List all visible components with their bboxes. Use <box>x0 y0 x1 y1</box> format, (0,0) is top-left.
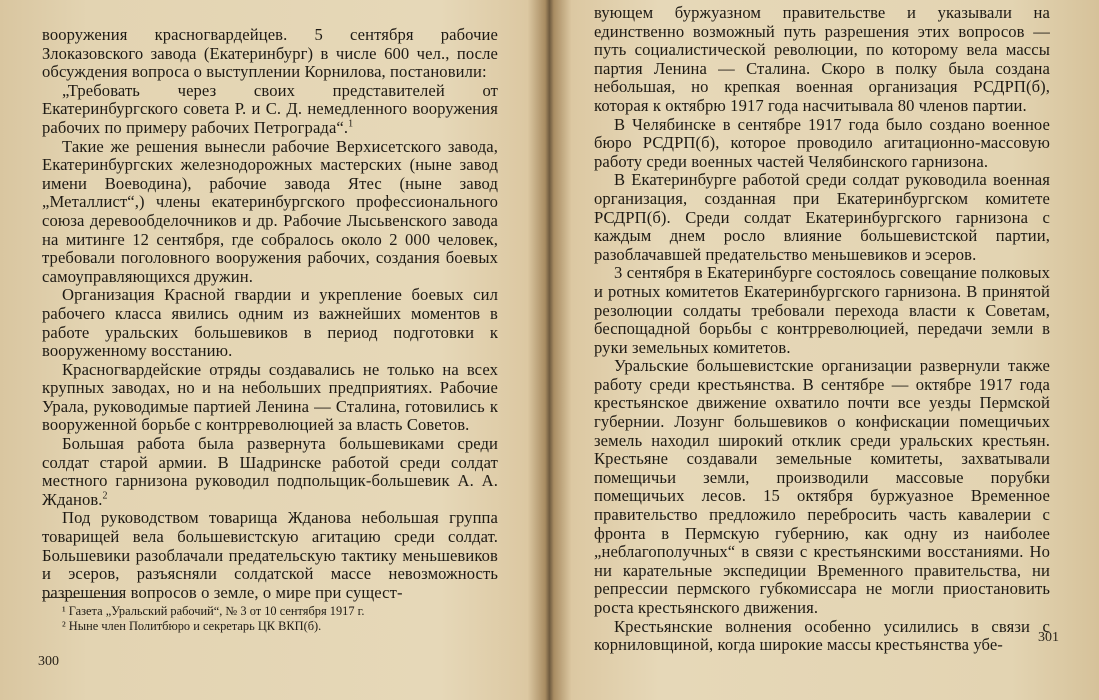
page-number: 301 <box>1038 630 1059 645</box>
paragraph: Красногвардейские отряды создавались не только на всех крупных заводах, но и на небольших предприятиях. Рабочие Урала, руководимые партией Ленина — Сталина, готовились к вооруженной борьбе с контрреволюцией за власть Советов. <box>42 359 498 435</box>
paragraph: Большая работа была развернута большевиками среди солдат старой армии. В Шадринске работой среди солдат местного гарнизона руководил подпольщик-большевик А. А. Жданов.$^2$ <box>42 434 498 509</box>
paragraph: В Екатеринбурге работой среди солдат руководила военная организация, созданная при Екатеринбургском комитете РСДРП(б). Среди солдат Екатеринбургского гарнизона с каждым днем росло влияние большевистской партии, разоблачавшей предательство меньшевиков и эсеров. <box>594 170 1050 264</box>
paragraph: Уральские большевистские организации развернули также работу среди крестьянства. В сентябре — октябре 1917 года крестьянское движение охватило почти все уезды Пермской губернии. Лозунг большевиков о конфискации помещичьих земель находил широкий отклик среди уральских крестьян. Крестьяне создавали земельные комитеты, захватывали помещичьи земли, производили массовые порубки помещичьих лесов. 15 октября буржуазное Временное правительство предложило перебросить часть кавалерии с фронта в Пермскую губернию, как одну из наиболее „неблагополучных“ в связи с крестьянскими восстаниями. Но ни карательные экспедиции Временного правительства, ни репрессии пермского губкомиссара не могли приостановить роста крестьянского движения. <box>594 356 1050 617</box>
paragraph: вооружения красногвардейцев. 5 сентября рабочие Злоказовского завода (Екатеринбург) в числе 600 чел., после обсуждения вопроса о выступлении Корнилова, постановили: <box>42 25 498 82</box>
page-number: 300 <box>38 654 59 669</box>
paragraph: Крестьянские волнения особенно усилились в связи с корниловщиной, когда широкие массы крестьянства убе- <box>594 616 1050 655</box>
footnote-divider <box>42 597 122 598</box>
paragraph: Организация Красной гвардии и укрепление боевых сил рабочего класса явились одним из важнейших моментов в работе уральских большевиков в период подготовки к вооруженному восстанию. <box>42 285 498 361</box>
left-page <box>0 0 549 700</box>
right-page <box>550 0 1099 700</box>
paragraph: Под руководством товарища Жданова небольшая группа товарищей вела большевистскую агитацию среди солдат. Большевики разоблачали предательскую тактику меньшевиков и эсеров, разъясняли солдатской массе невозможность разрешения вопросов о земле, о мире при сущест- <box>42 508 498 602</box>
left-page-text <box>42 26 498 602</box>
paragraph: вующем буржуазном правительстве и указывали на единственно возможный путь разрешения этих вопросов — путь социалистической революции, по которому вела массы партия Ленина — Сталина. Скоро в полку была создана небольшая, но крепкая военная организация РСДРП(б), которая к октябрю 1917 года насчитывала 80 членов партии. <box>594 3 1050 115</box>
footnote: ² Ныне член Политбюро и секретарь ЦК ВКП(б). <box>62 618 322 633</box>
footnote: ¹ Газета „Уральский рабочий“, № 3 от 10 сентября 1917 г. <box>62 604 365 618</box>
right-page-text <box>594 4 1050 655</box>
paragraph: 3 сентября в Екатеринбурге состоялось совещание полковых и ротных комитетов Екатеринбургского гарнизона. В принятой резолюции солдаты требовали перехода власти к Советам, беспощадной борьбы с контрреволюцией, передачи земли в руки земельных комитетов. <box>594 263 1050 357</box>
footnote-marker: 2 <box>102 490 108 502</box>
quotation-paragraph: „Требовать через своих представителей от Екатеринбургского совета Р. и С. Д. немедленного вооружения рабочих по примеру рабочих Петрограда“.$^1$ <box>42 80 498 137</box>
paragraph: В Челябинске в сентябре 1917 года было создано военное бюро РСДРП(б), которое проводило агитационно-массовую работу среди военных частей Челябинского гарнизона. <box>594 114 1050 171</box>
paragraph: Такие же решения вынесли рабочие Верхисетского завода, Екатеринбургских железнодорожных мастерских (ныне завод имени Воеводина), рабочие завода Ятес (ныне завод „Металлист“,) члены екатеринбургского профессионального союза деревообделочников и др. Рабочие Лысьвенского завода на митинге 12 сентября, где собралось около 2 000 человек, требовали поголовного вооружения рабочих, создания боевых самоуправляющихся дружин. <box>42 136 498 286</box>
footnotes <box>42 604 498 633</box>
footnote-marker: 1 <box>348 118 354 130</box>
